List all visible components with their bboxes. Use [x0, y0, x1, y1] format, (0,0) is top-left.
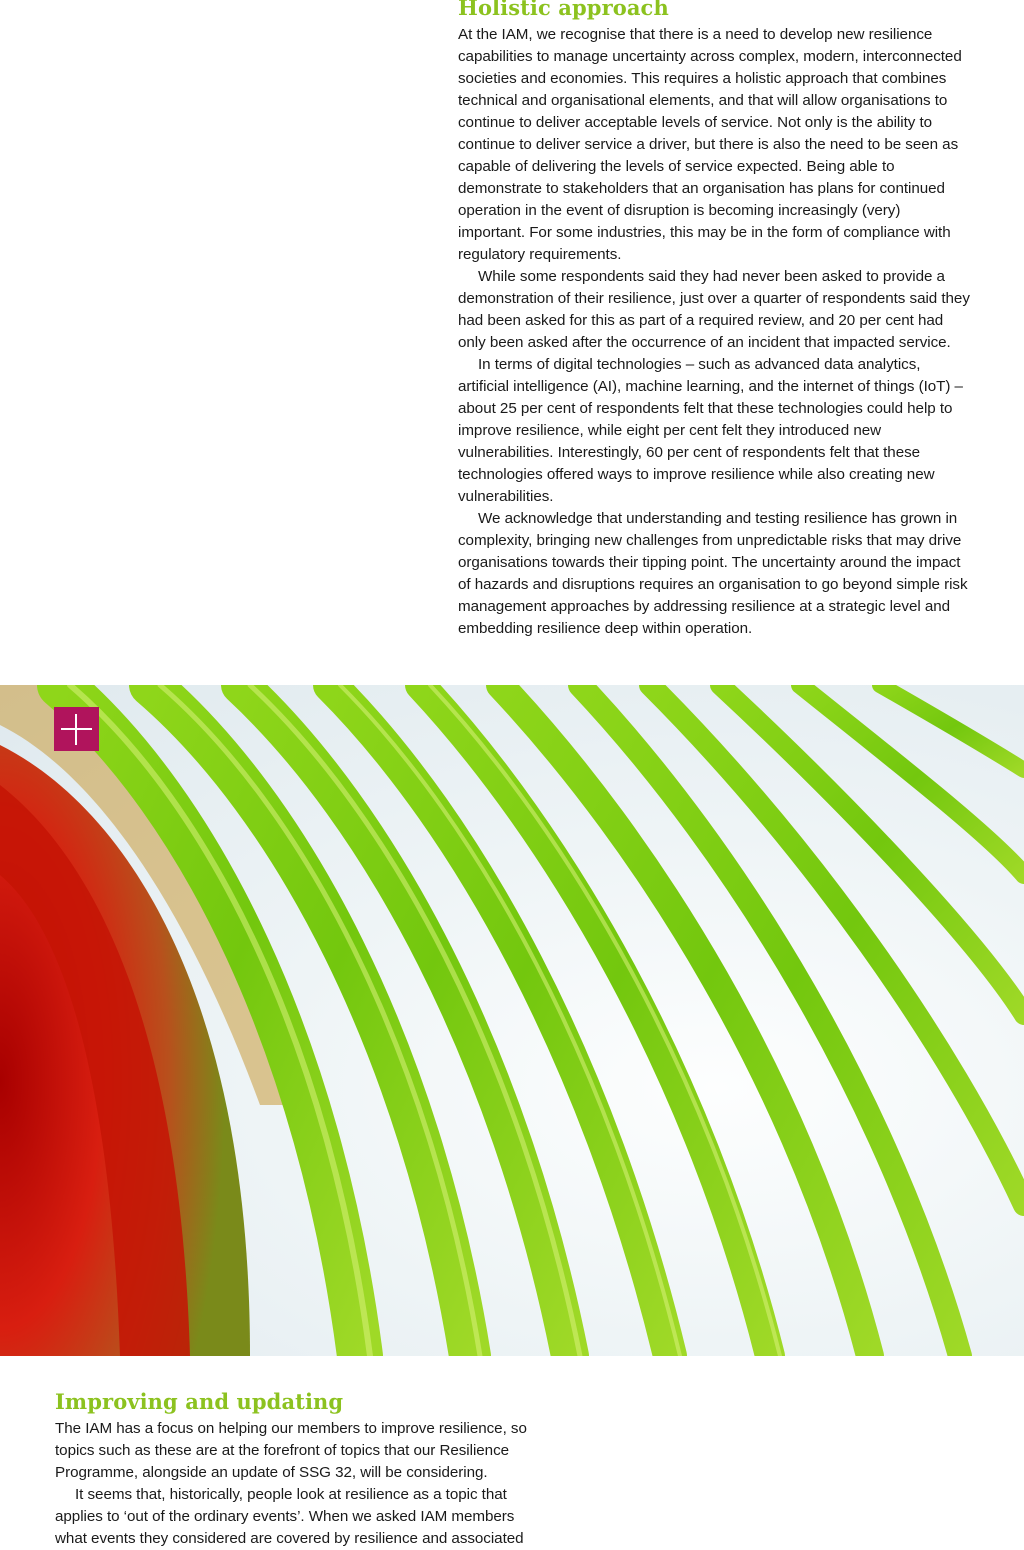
body-paragraph: It seems that, historically, people look at resilience as a topic that applies to ‘out of the ordinary events’. When we asked IAM members what events they considered are covered by resilience and associated	[55, 1486, 524, 1547]
improving-updating-section	[55, 1388, 545, 1550]
section-heading-holistic: Holistic approach	[458, 0, 669, 20]
body-paragraph: In terms of digital technologies – such as advanced data analytics, artificial intelligence (AI), machine learning, and the internet of things (IoT) – about 25 per cent of respondents felt that these technologies could help to improve resilience, while eight per cent felt they introduced new vulnerabilities. Interestingly, 60 per cent of respondents felt that these technologies offered ways to improve resilience while also creating new vulnerabilities.	[458, 356, 963, 505]
plus-badge	[54, 707, 99, 751]
holistic-approach-section	[458, 0, 970, 640]
body-paragraph: While some respondents said they had never been asked to provide a demonstration of their resilience, just over a quarter of respondents said they had been asked for this as part of a required review, and 20 per cent had only been asked after the occurrence of an incident that impacted service.	[458, 268, 970, 351]
decorative-coil-photo	[0, 685, 1024, 1356]
body-paragraph: At the IAM, we recognise that there is a need to develop new resilience capabilities to manage uncertainty across complex, modern, interconnected societies and economies. This requires a holistic approach that combines technical and organisational elements, and that will allow organisations to continue to deliver acceptable levels of service. Not only is the ability to continue to deliver service a driver, but there is also the need to be seen as capable of delivering the levels of service expected. Being able to demonstrate to stakeholders that an organisation has plans for continued operation in the event of disruption is becoming increasingly (very) important. For some industries, this may be in the form of compliance with regulatory requirements.	[458, 26, 962, 263]
body-paragraph: The IAM has a focus on helping our members to improve resilience, so topics such as these are at the forefront of topics that our Resilience Programme, alongside an update of SSG 32, will be considering.	[55, 1420, 527, 1481]
body-paragraph: We acknowledge that understanding and testing resilience has grown in complexity, bringing new challenges from unpredictable risks that may drive organisations towards their tipping point. The uncertainty around the impact of hazards and disruptions requires an organisation to go beyond simple risk management approaches by addressing resilience at a strategic level and embedding resilience deep within operation.	[458, 510, 968, 637]
section-heading-improving: Improving and updating	[55, 1389, 344, 1414]
coil-illustration	[0, 685, 1024, 1356]
